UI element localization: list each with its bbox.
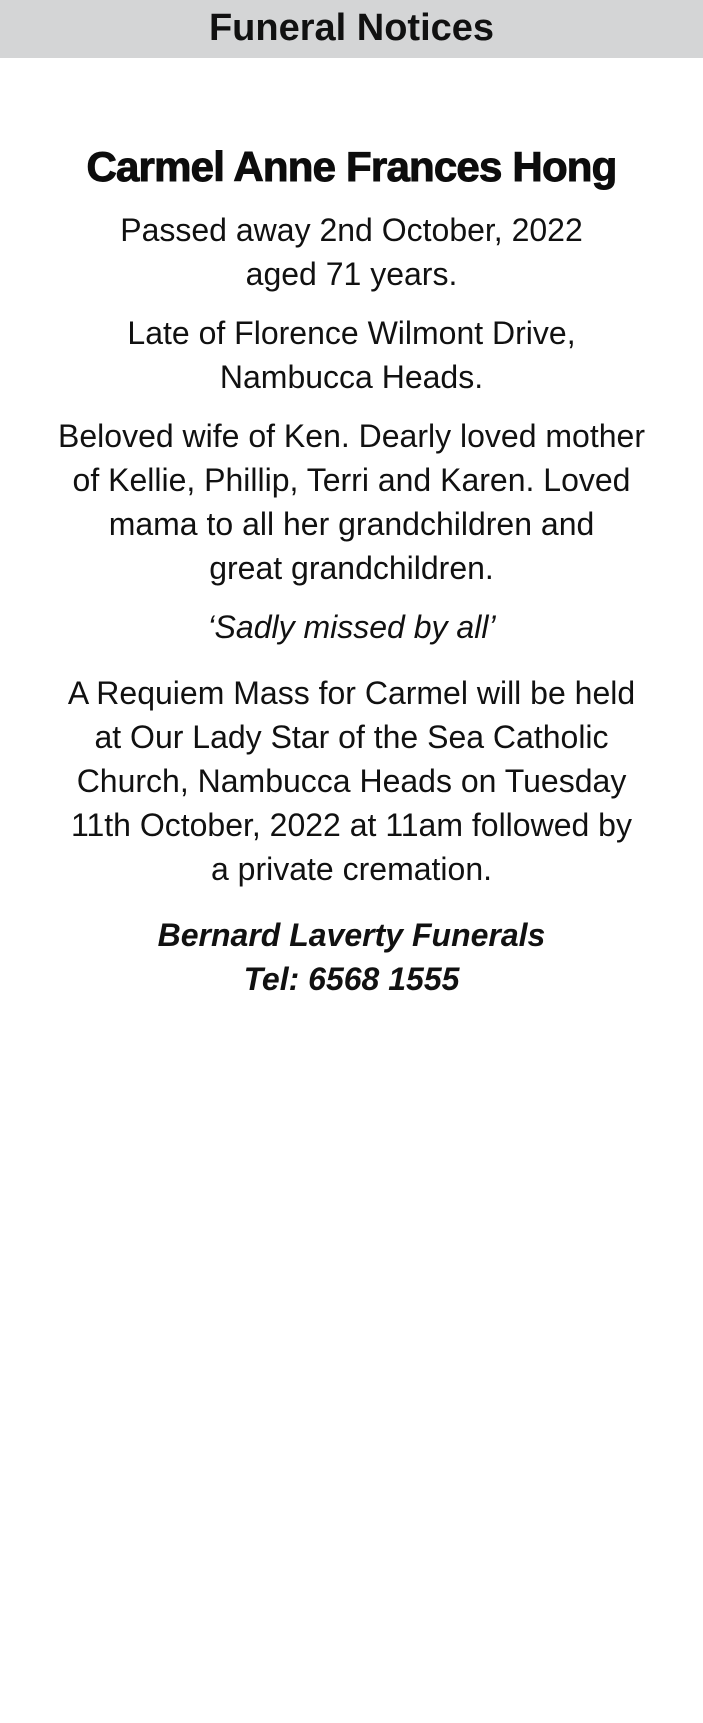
funeral-notice [0, 143, 703, 1001]
passing-details [0, 208, 703, 296]
notices-header-bar [0, 0, 703, 58]
memorial-quote: ‘Sadly missed by all’ [207, 609, 496, 645]
text-line: aged 71 years. [245, 256, 458, 292]
funeral-director [0, 913, 703, 1001]
text-line: at Our Lady Star of the Sea Catholic [94, 719, 609, 755]
text-line: Late of Florence Wilmont Drive, [127, 315, 576, 351]
text-line: great grandchildren. [209, 550, 494, 586]
section-title: Funeral Notices [208, 7, 495, 49]
funeral-director-phone: Tel: 6568 1555 [243, 961, 460, 997]
residence-details [0, 311, 703, 399]
deceased-name: Carmel Anne Frances Hong [86, 143, 617, 190]
service-details [0, 671, 703, 891]
text-line: Church, Nambucca Heads on Tuesday [76, 763, 627, 799]
text-line: Beloved wife of Ken. Dearly loved mother [58, 418, 645, 454]
text-line: Nambucca Heads. [219, 359, 484, 395]
text-line: a private cremation. [210, 851, 492, 887]
text-line: mama to all her grandchildren and [108, 506, 595, 542]
text-line: A Requiem Mass for Carmel will be held [67, 675, 636, 711]
family-details [0, 414, 703, 590]
text-line: 11th October, 2022 at 11am followed by [71, 807, 632, 843]
text-line: Passed away 2nd October, 2022 [120, 212, 583, 248]
text-line: of Kellie, Phillip, Terri and Karen. Loved [72, 462, 631, 498]
funeral-director-name: Bernard Laverty Funerals [157, 917, 546, 953]
